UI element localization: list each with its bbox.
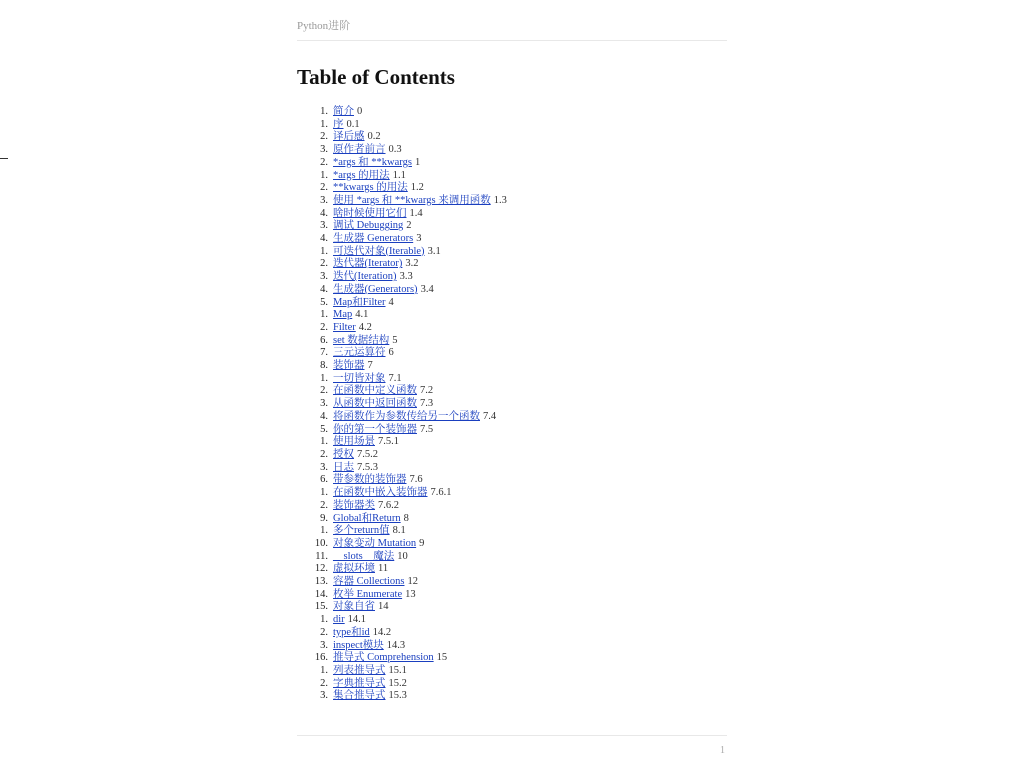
toc-entry-number: 5. bbox=[320, 423, 328, 435]
toc-entry-link[interactable]: 序 bbox=[333, 118, 344, 130]
toc-entry-number: 6. bbox=[320, 474, 328, 486]
toc-section-number: 2 bbox=[406, 220, 412, 232]
toc-entry bbox=[297, 246, 727, 259]
toc-entry-number: 1. bbox=[320, 614, 328, 626]
toc-entry bbox=[297, 449, 727, 462]
toc-section-number: 14 bbox=[378, 601, 389, 613]
toc-section-number: 7.6 bbox=[409, 474, 423, 486]
toc-entry-link[interactable]: 容器 Collections bbox=[333, 576, 405, 588]
toc-entry-link[interactable]: 在函数中定义函数 bbox=[333, 385, 417, 397]
toc-entry-link[interactable]: 日志 bbox=[333, 461, 354, 473]
footer-divider bbox=[297, 735, 727, 736]
toc-section-number: 6 bbox=[388, 347, 394, 359]
toc-entry bbox=[297, 614, 727, 627]
toc-entry-link[interactable]: 译后感 bbox=[333, 131, 365, 143]
toc-entry-number: 16. bbox=[314, 652, 328, 664]
toc-entry bbox=[297, 690, 727, 703]
toc-entry-link[interactable]: 多个return值 bbox=[333, 525, 390, 537]
toc-entry-link[interactable]: 列表推导式 bbox=[333, 664, 386, 676]
toc-sublist bbox=[297, 373, 727, 513]
toc-entry-link[interactable]: 生成器(Generators) bbox=[333, 283, 418, 295]
toc-section-number: 7.4 bbox=[483, 410, 497, 422]
toc-section-number: 1 bbox=[414, 156, 421, 168]
toc-entry-number: 2. bbox=[320, 131, 328, 143]
toc-section-number: 1.3 bbox=[493, 194, 507, 206]
toc-entry bbox=[297, 525, 727, 538]
toc-entry bbox=[297, 347, 727, 360]
toc-entry bbox=[297, 513, 727, 538]
toc-entry-number: 3. bbox=[320, 220, 328, 232]
page-title: Table of Contents bbox=[297, 65, 455, 89]
toc-entry bbox=[297, 576, 727, 589]
toc-section-number: 1.1 bbox=[392, 169, 406, 181]
toc-entry-number: 1. bbox=[320, 169, 328, 181]
toc-entry bbox=[297, 157, 727, 221]
toc-entry-link[interactable]: 在函数中嵌入装饰器 bbox=[333, 487, 428, 499]
toc-section-number: 7.1 bbox=[388, 372, 402, 384]
toc-entry-link[interactable]: 推导式 Comprehension bbox=[333, 652, 434, 664]
running-head: Python进阶 bbox=[297, 20, 351, 32]
toc-entry-link[interactable]: Map和Filter bbox=[333, 296, 386, 308]
toc-entry-number: 2. bbox=[320, 182, 328, 194]
page-number: 1 bbox=[720, 745, 725, 756]
toc-section-number: 11 bbox=[378, 563, 389, 575]
toc-section-number: 14.2 bbox=[372, 626, 392, 638]
toc-section-number: 7 bbox=[367, 360, 373, 372]
toc-entry bbox=[297, 436, 727, 449]
toc-entry-link[interactable]: inspect模块 bbox=[333, 639, 384, 651]
toc-entry bbox=[297, 297, 727, 335]
toc-entry-link[interactable]: 授权 bbox=[333, 448, 354, 460]
toc-entry-number: 3. bbox=[320, 639, 328, 651]
toc-entry-link[interactable]: 啥时候使用它们 bbox=[333, 207, 407, 219]
toc-entry-number: 2. bbox=[320, 626, 328, 638]
toc-section-number: 7.2 bbox=[420, 385, 434, 397]
toc-entry bbox=[297, 131, 727, 144]
toc-entry-number: 7. bbox=[320, 347, 328, 359]
toc-sublist bbox=[297, 665, 727, 703]
toc-entry-link[interactable]: *args 的用法 bbox=[333, 169, 390, 181]
toc-section-number: 7.5 bbox=[420, 423, 434, 435]
toc-entry-link[interactable]: 集合推导式 bbox=[333, 690, 386, 702]
toc-entry-number: 2. bbox=[320, 677, 328, 689]
toc-entry bbox=[297, 462, 727, 475]
toc-entry-number: 1. bbox=[320, 245, 328, 257]
toc-section-number: 7.6.2 bbox=[378, 499, 399, 511]
toc-entry bbox=[297, 424, 727, 475]
toc-entry bbox=[297, 640, 727, 653]
toc-entry-number: 3. bbox=[320, 690, 328, 702]
toc-entry-number: 15. bbox=[314, 601, 328, 613]
toc-section-number: 3.2 bbox=[405, 258, 419, 270]
toc-entry-link[interactable]: 迭代器(Iterator) bbox=[333, 258, 403, 270]
toc-entry bbox=[297, 385, 727, 398]
toc-section-number: 4 bbox=[388, 296, 394, 308]
toc-entry bbox=[297, 589, 727, 602]
toc-entry-link[interactable]: 调试 Debugging bbox=[333, 220, 404, 232]
toc-entry bbox=[297, 322, 727, 335]
toc-entry bbox=[297, 652, 727, 703]
toc-entry-link[interactable]: 使用 *args 和 **kwargs 来调用函数 bbox=[333, 194, 491, 206]
toc-entry bbox=[297, 195, 727, 208]
toc-section-number: 4.2 bbox=[358, 321, 372, 333]
margin-mark bbox=[0, 158, 8, 159]
toc-entry-number: 1. bbox=[320, 372, 328, 384]
toc-entry-number: 9. bbox=[320, 512, 328, 524]
toc-entry-number: 11. bbox=[315, 550, 328, 562]
toc-entry-number: 3. bbox=[320, 194, 328, 206]
toc-entry-number: 3. bbox=[320, 271, 328, 283]
toc-entry-link[interactable]: 从函数中返回函数 bbox=[333, 398, 417, 410]
toc-section-number: 4.1 bbox=[355, 309, 369, 321]
toc-section-number: 0.3 bbox=[388, 144, 402, 156]
toc-entry-number: 2. bbox=[320, 258, 328, 270]
toc-section-number: 14.3 bbox=[386, 639, 406, 651]
toc-section-number: 0.1 bbox=[346, 118, 360, 130]
toc-entry-link[interactable]: **kwargs 的用法 bbox=[333, 182, 408, 194]
toc-section-number: 7.3 bbox=[420, 398, 434, 410]
toc-entry-link[interactable]: 对象变动 Mutation bbox=[333, 537, 417, 549]
document-page bbox=[297, 0, 727, 768]
toc-entry-number: 1. bbox=[320, 664, 328, 676]
toc-entry-number: 2. bbox=[320, 448, 328, 460]
toc-entry bbox=[297, 233, 727, 297]
toc-entry-number: 4. bbox=[320, 233, 328, 245]
toc-section-number: 15.2 bbox=[388, 677, 407, 689]
toc-section-number: 3.1 bbox=[427, 245, 441, 257]
toc-entry-link[interactable]: 字典推导式 bbox=[333, 677, 386, 689]
toc-entry-number: 5. bbox=[320, 296, 328, 308]
toc-entry-link[interactable]: 你的第一个装饰器 bbox=[333, 423, 417, 435]
toc-entry bbox=[297, 208, 727, 221]
toc-entry-link[interactable]: 对象自省 bbox=[333, 601, 375, 613]
toc-section-number: 1.4 bbox=[409, 207, 423, 219]
toc-entry bbox=[297, 258, 727, 271]
toc-entry-number: 3. bbox=[320, 461, 328, 473]
toc-sublist bbox=[297, 170, 727, 221]
toc-entry-number: 12. bbox=[314, 563, 328, 575]
toc-entry bbox=[297, 551, 727, 564]
toc-subsublist bbox=[297, 436, 727, 474]
toc-entry bbox=[297, 220, 727, 233]
toc-entry bbox=[297, 474, 727, 512]
toc-entry bbox=[297, 500, 727, 513]
toc-entry-link[interactable]: 将函数作为参数传给另一个函数 bbox=[333, 410, 480, 422]
toc-entry-number: 1. bbox=[320, 487, 328, 499]
toc-section-number: 15.3 bbox=[388, 690, 407, 702]
toc-entry-number: 14. bbox=[314, 588, 328, 600]
toc-entry bbox=[297, 271, 727, 284]
toc-entry-link[interactable]: Filter bbox=[333, 321, 356, 333]
toc-sublist bbox=[297, 309, 727, 334]
toc-entry bbox=[297, 627, 727, 640]
toc-section-number: 9 bbox=[419, 537, 425, 549]
toc-entry-link[interactable]: 简介 bbox=[333, 106, 354, 117]
toc-entry-number: 1. bbox=[320, 106, 328, 117]
toc-section-number: 3.4 bbox=[420, 283, 434, 295]
toc-entry-number: 2. bbox=[320, 499, 328, 511]
toc-entry bbox=[297, 678, 727, 691]
toc-entry bbox=[297, 563, 727, 576]
toc-entry bbox=[297, 360, 727, 512]
header-divider bbox=[297, 40, 727, 41]
toc-section-number: 15.1 bbox=[388, 664, 407, 676]
toc-section-number: 7.5.3 bbox=[357, 461, 378, 473]
toc-entry bbox=[297, 170, 727, 183]
toc-entry-link[interactable]: 生成器 Generators bbox=[333, 233, 414, 245]
toc-section-number: 0.2 bbox=[367, 131, 381, 143]
toc-section-number: 5 bbox=[392, 334, 398, 346]
toc-entry-number: 3. bbox=[320, 398, 328, 410]
toc-entry bbox=[297, 335, 727, 348]
toc-entry-link[interactable]: 装饰器 bbox=[333, 360, 365, 372]
toc-entry-number: 4. bbox=[320, 207, 328, 219]
toc-section-number: 1.2 bbox=[410, 182, 424, 194]
toc-entry-link[interactable]: 装饰器类 bbox=[333, 499, 375, 511]
toc-entry-number: 2. bbox=[320, 321, 328, 333]
toc-entry-number: 1. bbox=[320, 309, 328, 321]
toc-entry-number: 1. bbox=[320, 525, 328, 537]
toc-entry bbox=[297, 538, 727, 551]
toc-section-number: 7.6.1 bbox=[430, 487, 452, 499]
toc-list bbox=[297, 106, 727, 703]
toc-section-number: 3.3 bbox=[399, 271, 413, 283]
toc-entry-link[interactable]: 虚拟环境 bbox=[333, 563, 375, 575]
toc-entry-number: 1. bbox=[320, 436, 328, 448]
toc-entry-number: 1. bbox=[320, 118, 328, 130]
toc-entry-link[interactable]: 三元运算符 bbox=[333, 347, 386, 359]
table-of-contents bbox=[297, 106, 727, 703]
toc-entry-link[interactable]: type和id bbox=[333, 626, 370, 638]
toc-section-number: 7.5.1 bbox=[378, 436, 399, 448]
toc-entry bbox=[297, 106, 727, 157]
toc-entry bbox=[297, 487, 727, 500]
toc-entry-link[interactable]: dir bbox=[333, 614, 345, 626]
toc-entry bbox=[297, 398, 727, 411]
toc-entry-number: 2. bbox=[320, 156, 328, 168]
toc-entry-link[interactable]: set 数据结构 bbox=[333, 334, 390, 346]
toc-sublist bbox=[297, 614, 727, 652]
toc-entry-link[interactable]: 原作者前言 bbox=[333, 144, 386, 156]
toc-sublist bbox=[297, 119, 727, 157]
toc-entry bbox=[297, 373, 727, 386]
toc-entry bbox=[297, 411, 727, 424]
toc-sublist bbox=[297, 525, 727, 538]
toc-section-number: 10 bbox=[397, 550, 408, 562]
toc-entry-link[interactable]: Map bbox=[333, 309, 353, 321]
toc-subsublist bbox=[297, 487, 727, 512]
toc-entry-number: 4. bbox=[320, 283, 328, 295]
toc-entry-link[interactable]: Global和Return bbox=[333, 512, 401, 524]
toc-entry-link[interactable]: 可迭代对象(Iterable) bbox=[333, 245, 425, 257]
toc-entry bbox=[297, 119, 727, 132]
toc-entry-link[interactable]: __slots__魔法 bbox=[333, 550, 395, 562]
toc-entry-number: 3. bbox=[320, 144, 328, 156]
toc-section-number: 8.1 bbox=[392, 525, 406, 537]
toc-section-number: 12 bbox=[407, 576, 418, 588]
toc-entry bbox=[297, 665, 727, 678]
toc-section-number: 13 bbox=[405, 588, 416, 600]
toc-entry-number: 4. bbox=[320, 410, 328, 422]
toc-entry bbox=[297, 309, 727, 322]
toc-section-number: 14.1 bbox=[347, 614, 367, 626]
toc-sublist bbox=[297, 246, 727, 297]
toc-entry-link[interactable]: 使用场景 bbox=[333, 436, 375, 448]
toc-section-number: 8 bbox=[403, 512, 409, 524]
toc-entry-number: 10. bbox=[314, 537, 328, 549]
toc-entry bbox=[297, 284, 727, 297]
toc-entry-number: 2. bbox=[320, 385, 328, 397]
toc-entry bbox=[297, 182, 727, 195]
toc-entry-link[interactable]: 迭代(Iteration) bbox=[333, 271, 397, 283]
toc-entry-number: 13. bbox=[314, 576, 328, 588]
toc-section-number: 3 bbox=[416, 233, 422, 245]
toc-entry bbox=[297, 144, 727, 157]
toc-entry-number: 6. bbox=[320, 334, 328, 346]
toc-section-number: 0 bbox=[357, 106, 363, 117]
toc-section-number: 7.5.2 bbox=[357, 448, 378, 460]
toc-entry-link[interactable]: 一切皆对象 bbox=[333, 372, 386, 384]
toc-entry-link[interactable]: *args 和 **kwargs bbox=[333, 156, 412, 168]
toc-entry bbox=[297, 601, 727, 652]
toc-entry-number: 8. bbox=[320, 360, 328, 372]
toc-section-number: 15 bbox=[436, 652, 448, 664]
toc-entry-link[interactable]: 枚举 Enumerate bbox=[333, 588, 403, 600]
toc-entry-link[interactable]: 带参数的装饰器 bbox=[333, 474, 407, 486]
